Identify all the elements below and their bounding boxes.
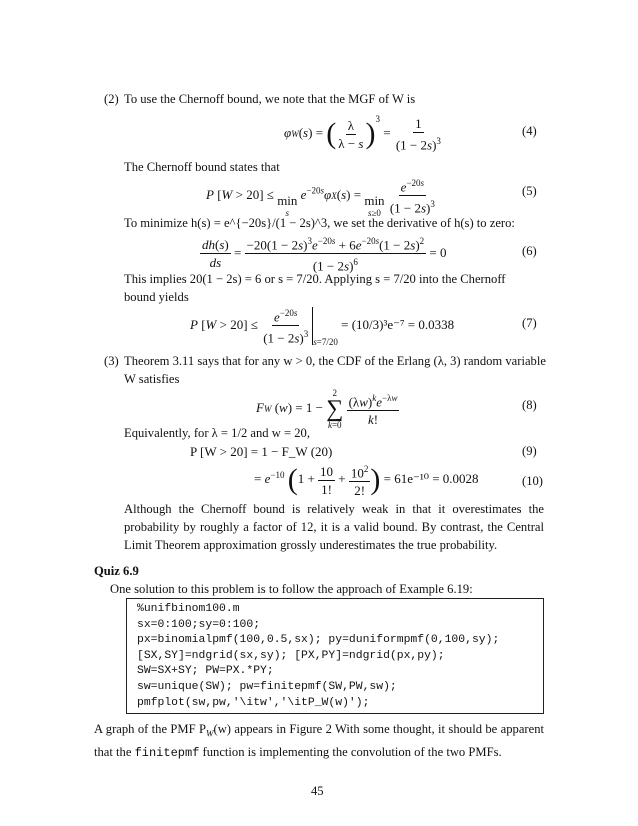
- equation-7-number: (7): [522, 316, 537, 330]
- item-3-line-2: W satisfies: [124, 372, 180, 386]
- equation-10-result: = 61e⁻¹⁰ = 0.0028: [383, 471, 479, 487]
- code-line: sw=unique(SW); pw=finitepmf(SW,PW,sw);: [137, 680, 397, 693]
- quiz-outro-part-2: (w) appears in Figure 2 With some thought, it should be apparent that the: [94, 722, 544, 759]
- equation-7: P [W > 20] ≤ $\frac{e^{-20s}}{(1 - 2s)^3}$ $_{s=7/20}$ = (10/3)³e⁻⁷ = 0.0338: [190, 308, 455, 347]
- quiz-heading: Quiz 6.9: [94, 564, 139, 578]
- equation-8-number: (8): [522, 398, 537, 412]
- implies-line-1: This implies 20(1 − 2s) = 6 or s = 7/20. Applying s = 7/20 into the Chernoff: [124, 272, 506, 286]
- quiz-outro: [94, 720, 544, 762]
- quiz-outro-code: finitepmf: [134, 745, 200, 760]
- quiz-intro: One solution to this problem is to follow the approach of Example 6.19:: [110, 582, 473, 596]
- minimize-text: To minimize h(s) = e^{−20s}/(1 − 2s)^3, we set the derivative of h(s) to zero:: [124, 216, 515, 230]
- code-listing: [126, 598, 544, 714]
- equation-7-result: = (10/3)³e⁻⁷ = 0.0338: [341, 316, 455, 332]
- item-3-label: (3): [104, 354, 119, 368]
- equation-5-number: (5): [522, 184, 537, 198]
- equation-8: FW (w) = 1 − 2 ∑ k=0 $\frac{(\lambda w)^ke^{-\lambda w}}{k!}$: [256, 388, 398, 430]
- item-3-conclusion: Although the Chernoff bound is relatively weak in that it overestimates the probability by roughly a factor of 12, it is a valid bound. By contrast, the Central Limit Theorem approximation grossly underestimates the true probability.: [124, 502, 544, 552]
- quiz-outro-part-3: function is implementing the convolution of the two PMFs.: [202, 744, 502, 759]
- equation-10-number: (10): [522, 474, 543, 488]
- code-line: SW=SX+SY; PW=PX.*PY;: [137, 665, 274, 678]
- equation-6-number: (6): [522, 244, 537, 258]
- page-number: 45: [311, 784, 324, 798]
- item-2-intro: To use the Chernoff bound, we note that the MGF of W is: [124, 92, 416, 106]
- equation-10: = $e^{-10}$ (1 + $\frac{10}{1!}$ + $\frac{10^2}{2!}$ ) = 61e⁻¹⁰ = 0.0028: [254, 463, 479, 499]
- chernoff-states-text: The Chernoff bound states that: [124, 160, 280, 174]
- equation-4: φW(s) = ( $\frac{\lambda}{\lambda - s}$ )$^3$ = $\frac{1}{(1 - 2s)^3}$: [284, 113, 441, 153]
- equivalently-text: Equivalently, for λ = 1/2 and w = 20,: [124, 426, 310, 440]
- equation-6: $\frac{dh(s)}{ds}$ = $\frac{-20(1 - 2s)^3e^{-20s} + 6e^{-20s}(1 - 2s)^2}{(1 - 2s)^6}$ = 0: [202, 236, 447, 274]
- item-3-line-1: Theorem 3.11 says that for any w > 0, the CDF of the Erlang (λ, 3) random variable: [124, 354, 546, 368]
- equation-9-number: (9): [522, 444, 537, 458]
- quiz-outro-sub: W: [206, 728, 214, 739]
- equation-9: P [W > 20] = 1 − F_W (20): [190, 444, 333, 459]
- code-line: px=binomialpmf(100,0.5,sx); py=duniformpmf(0,100,sy);: [137, 634, 500, 647]
- code-line: %unifbinom100.m: [137, 603, 240, 615]
- quiz-outro-part-1: A graph of the PMF P: [94, 722, 207, 736]
- code-line: sx=0:100;sy=0:100;: [137, 618, 261, 631]
- equation-4-number: (4): [522, 124, 537, 138]
- equation-5: P [W > 20] ≤ min s $e^{-20s}\varphi X(s)$ = min s≥0 $\frac{e^{-20s}}{(1 - 2s)^3}$: [206, 178, 435, 218]
- implies-line-2: bound yields: [124, 290, 189, 304]
- item-2-label: (2): [104, 92, 119, 106]
- code-line: [SX,SY]=ndgrid(sx,sy); [PX,PY]=ndgrid(px,py);: [137, 649, 445, 662]
- code-line: pmfplot(sw,pw,'\itw','\itP_W(w)');: [137, 696, 370, 709]
